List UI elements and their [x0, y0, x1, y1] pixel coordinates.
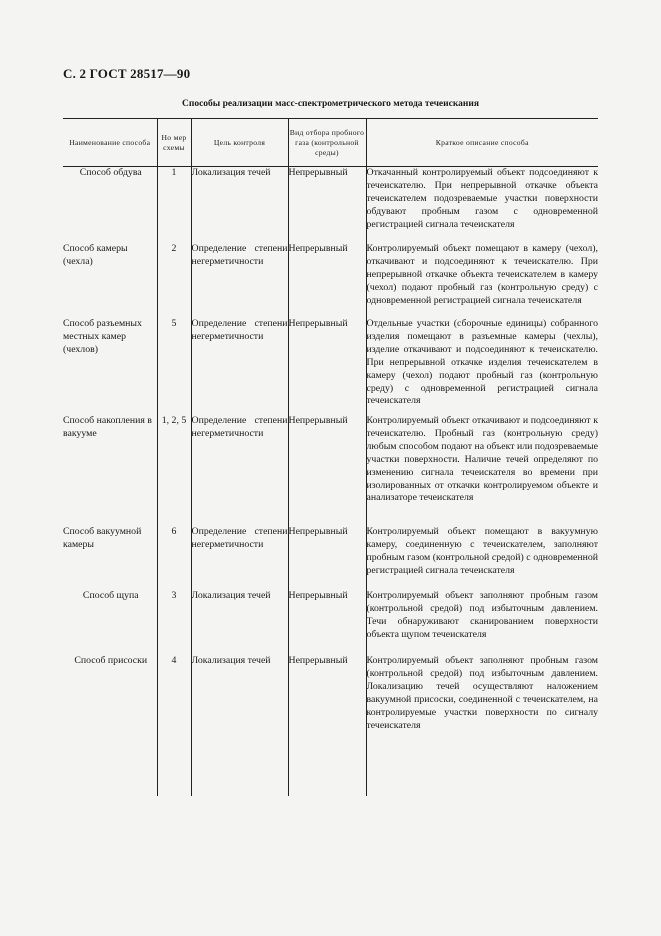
method-description: Контролируемый объект помещают в вакуумную камеру, соединенную с течеискателем, заполняют пробным газом (контрольной средой) с одновременной регистрацией сигнала течеискателя: [366, 526, 598, 590]
control-goal: Определение степени негерметичности: [191, 318, 288, 415]
sampling-mode: Непрерывный: [288, 243, 366, 318]
table-header-row: [63, 119, 598, 167]
method-name: Способ обдува: [63, 167, 157, 244]
col-header-name: Наименование способа: [63, 119, 157, 167]
sampling-mode: Непрерывный: [288, 318, 366, 415]
scheme-number: 1: [157, 167, 191, 244]
method-description: Отдельные участки (сборочные единицы) собранного изделия помещают в разъемные камеры (чехлы), изделие откачивают и подсоединяют к течеискателю. При непрерывной откачке изделия течеискателем в камеру (чехол) подают пробный газ (контрольную среду) с одновременной регистрацией сигнала течеискателя: [366, 318, 598, 415]
control-goal: Локализация течей: [191, 167, 288, 244]
method-name: Способ щупа: [63, 590, 157, 655]
methods-table: [63, 118, 598, 796]
table-row: [63, 655, 598, 796]
scheme-number: 3: [157, 590, 191, 655]
control-goal: Локализация течей: [191, 655, 288, 796]
col-header-desc: Краткое описание способа: [366, 119, 598, 167]
control-goal: Определение степени негерметичности: [191, 415, 288, 526]
control-goal: Локализация течей: [191, 590, 288, 655]
scheme-number: 1, 2, 5: [157, 415, 191, 526]
table-row: [63, 167, 598, 244]
sampling-mode: Непрерывный: [288, 526, 366, 590]
method-description: Откачанный контролируемый объект подсоединяют к течеискателю. При непрерывной откачке объекта течеискателем подозреваемые участки поверхности обдувают пробным газом с одновременной регистрацией сигнала течеискателя: [366, 167, 598, 244]
control-goal: Определение степени негерметичности: [191, 243, 288, 318]
table-row: [63, 526, 598, 590]
method-name: Способ разъемных местных камер (чехлов): [63, 318, 157, 415]
method-name: Способ накопления в вакууме: [63, 415, 157, 526]
col-header-mode: Вид отбора пробного газа (контрольной среды): [288, 119, 366, 167]
control-goal: Определение степени негерметичности: [191, 526, 288, 590]
method-description: Контролируемый объект помещают в камеру (чехол), откачивают и подсоединяют к течеискателю. При непрерывной откачке объекта течеискателем в камеру (чехол) подают пробный газ (контрольную среду) с одновременной регистрацией сигнала течеискателя: [366, 243, 598, 318]
table-row: [63, 243, 598, 318]
table-title: Способы реализации масс-спектрометрического метода течеискания: [181, 99, 479, 109]
sampling-mode: Непрерывный: [288, 415, 366, 526]
sampling-mode: Непрерывный: [288, 655, 366, 796]
sampling-mode: Непрерывный: [288, 167, 366, 244]
sampling-mode: Непрерывный: [288, 590, 366, 655]
page-header: С. 2 ГОСТ 28517—90: [63, 66, 191, 81]
scheme-number: 2: [157, 243, 191, 318]
table-row: [63, 318, 598, 415]
col-header-goal: Цель контроля: [191, 119, 288, 167]
scheme-number: 4: [157, 655, 191, 796]
col-header-scheme: Но мер схемы: [157, 119, 191, 167]
method-description: Контролируемый объект заполняют пробным газом (контрольной средой) под избыточным давлением. Локализацию течей осуществляют наложением вакуумной присоски, соединенной с течеискателем, на контролируемые участки поверхности по сигналу течеискателя: [366, 655, 598, 796]
method-name: Способ вакуумной камеры: [63, 526, 157, 590]
table-row: [63, 590, 598, 655]
method-name: Способ камеры (чехла): [63, 243, 157, 318]
table-row: [63, 415, 598, 526]
scheme-number: 5: [157, 318, 191, 415]
method-name: Способ присоски: [63, 655, 157, 796]
method-description: Контролируемый объект откачивают и подсоединяют к течеискателю. Пробный газ (контрольную среду) любым способом подают на объект или подозреваемые участки поверхности. Наличие течей определяют по изменению сигнала течеискателя во времени при изолированных от откачки контролируемом объекте и анализаторе течеискателя: [366, 415, 598, 526]
scheme-number: 6: [157, 526, 191, 590]
method-description: Контролируемый объект заполняют пробным газом (контрольной средой) под избыточным давлением. Течи обнаруживают сканированием поверхности объекта щупом течеискателя: [366, 590, 598, 655]
